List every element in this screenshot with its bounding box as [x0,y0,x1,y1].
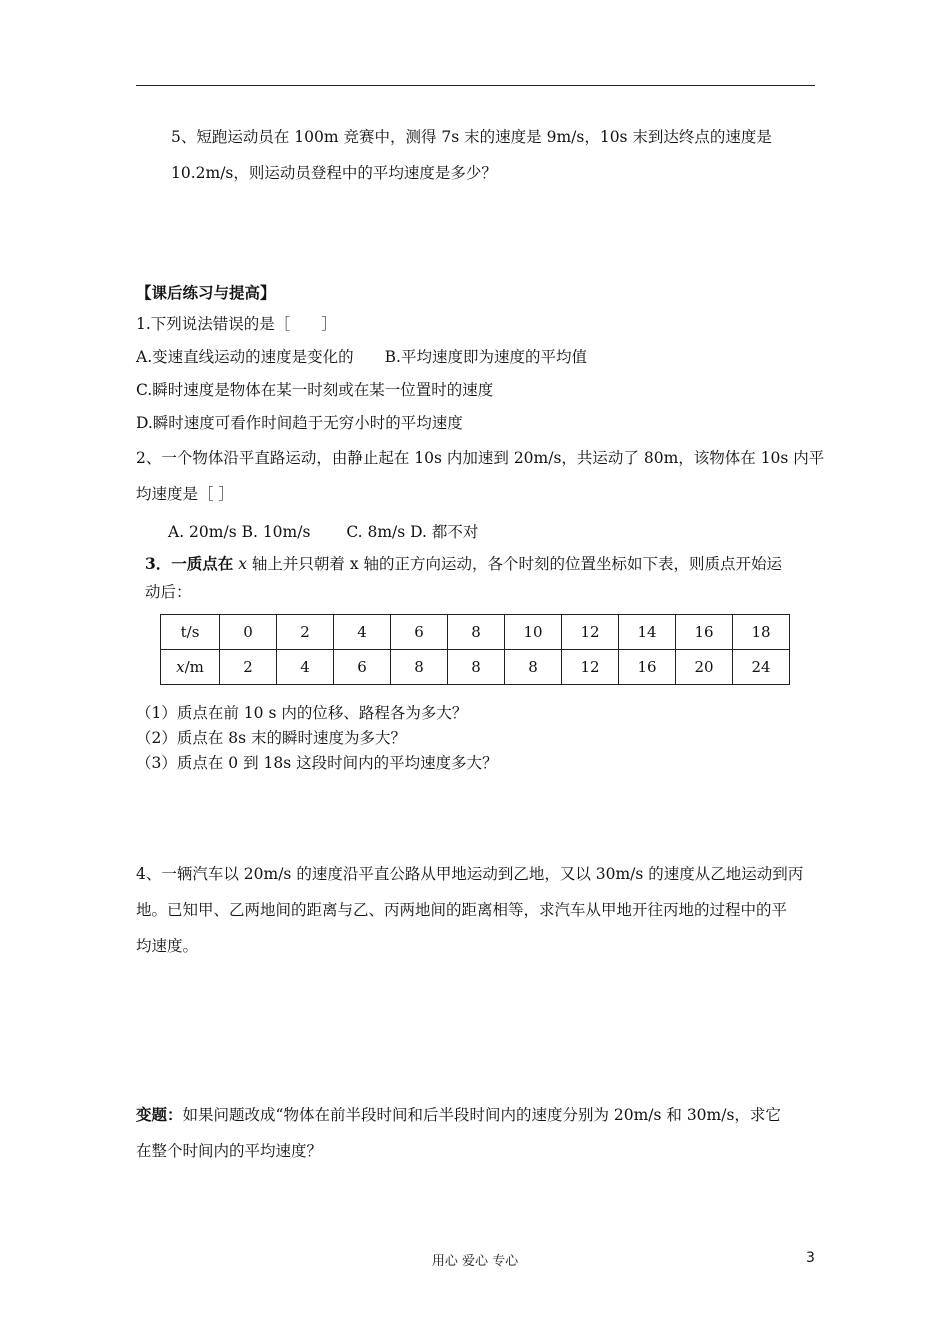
variant-label: 变题： [136,1105,183,1124]
table-cell: 6 [334,650,391,685]
table-cell: 20 [676,650,733,685]
ex4-line-3: 均速度。 [136,937,199,955]
ex2-line-1: 2、一个物体沿平直路运动，由静止起在 10s 内加速到 20m/s，共运动了 80m，该物体在 10s 内平 [136,449,825,467]
table-cell: 4 [334,615,391,650]
ex4-line-1: 4、一辆汽车以 20m/s 的速度沿平直公路从甲地运动到乙地，又以 30m/s 的速度从乙地运动到丙 [136,865,804,883]
position-table [160,614,790,685]
ex3-x-var: x [238,555,247,573]
ex3-sub-1: （1）质点在前 10 s 内的位移、路程各为多大？ [136,704,468,722]
table-cell: 2 [220,650,277,685]
q5-line-1: 5、短跑运动员在 100m 竞赛中，测得 7s 末的速度是 9m/s，10s 末到达终点的速度是 [171,128,772,146]
ex3-sub-2: （2）质点在 8s 末的瞬时速度为多大？ [136,729,407,747]
ex3-line-1-post: 轴上并只朝着 x 轴的正方向运动，各个时刻的位置坐标如下表，则质点开始运 [251,555,783,573]
table-head-x-unit: /m [184,658,204,676]
section-title: 【课后练习与提高】 [136,283,276,302]
ex3-line-1 [145,554,782,574]
ex1-options-ab: A.变速直线运动的速度是变化的 B.平均速度即为速度的平均值 [136,348,587,366]
ex2-line-2: 均速度是［ ］ [136,485,234,503]
header-rule [136,85,815,86]
variant-line-2: 在整个时间内的平均速度？ [136,1142,323,1160]
table-cell: 18 [733,615,790,650]
table-cell: 8 [391,650,448,685]
ex1-stem: 1.下列说法错误的是［ ］ [136,315,337,333]
table-cell: 16 [676,615,733,650]
ex2-options: A. 20m/s B. 10m/s C. 8m/s D. 都不对 [168,523,479,541]
table-cell: 2 [277,615,334,650]
ex3-line-1-pre: 3．一质点在 [145,554,234,573]
table-cell: 24 [733,650,790,685]
table-cell: 4 [277,650,334,685]
footer-motto: 用心 爱心 专心 [431,1254,519,1269]
ex1-option-c: C.瞬时速度是物体在某一时刻或在某一位置时的速度 [136,381,494,399]
ex4-line-2: 地。已知甲、乙两地间的距离与乙、丙两地间的距离相等，求汽车从甲地开往丙地的过程中的平 [136,901,788,919]
table-cell: 16 [619,650,676,685]
ex1-option-d: D.瞬时速度可看作时间趋于无穷小时的平均速度 [136,414,463,432]
q5-line-2: 10.2m/s，则运动员登程中的平均速度是多少？ [171,164,497,182]
table-cell: 14 [619,615,676,650]
table-cell: 8 [448,615,505,650]
table-cell: 8 [505,650,562,685]
table-cell: 10 [505,615,562,650]
table-cell: 12 [562,615,619,650]
table-head-t: t/s [161,615,220,650]
table-head-x [161,650,220,685]
page-number: 3 [806,1250,815,1266]
table-cell: 12 [562,650,619,685]
variant-line-1 [136,1105,781,1125]
table-cell: 6 [391,615,448,650]
table-row-position [161,650,790,685]
ex3-sub-3: （3）质点在 0 到 18s 这段时间内的平均速度多大？ [136,754,498,772]
table-cell: 8 [448,650,505,685]
table-row-time [161,615,790,650]
ex3-line-2: 动后： [145,583,192,601]
variant-line-1-text: 如果问题改成“物体在前半段时间和后半段时间内的速度分别为 20m/s 和 30m/s，求它 [182,1106,781,1124]
table-cell: 0 [220,615,277,650]
table-head-x-var: x [176,658,185,676]
